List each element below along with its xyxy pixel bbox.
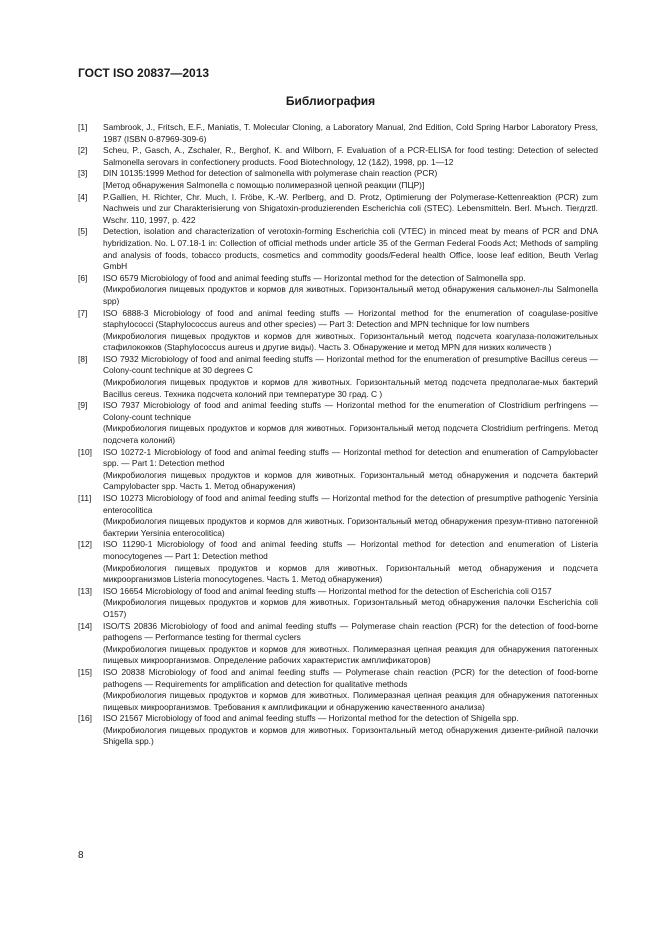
entry-number: [4] — [78, 191, 88, 202]
entry-line: DIN 10135:1999 Method for detection of salmonella with polymerase chain reaction (PCR) — [103, 168, 438, 179]
entry-line: ISO/TS 20836 Microbiology of food and animal feeding stuffs — Polymerase chain reaction (PCR) for the detection of food-borne pathogens — Performance testing for thermal cyclers — [103, 620, 598, 643]
entry-line: ISO 6579 Microbiology of food and animal feeding stuffs — Horizontal method for the detection of Salmonella spp. — [103, 272, 526, 283]
entry-line: Scheu, P., Gasch, A., Zschaler, R., Berghof, K. and Wilborn, F. Evaluation of a PCR-ELISA for food testing: Detection of selected Salmonella serovars in confectionery products. Food Biotechnology, 12 (1&2), 1998, pp. 1—12 — [103, 145, 598, 167]
entry-line: Sambrook, J., Fritsch, E.F., Maniatis, T. Molecular Cloning, a Laboratory Manual, 2nd Edition, Cold Spring Harbor Laboratory Press, 1987 (ISBN 0-87969-309-6) — [103, 122, 598, 144]
entry-line: (Микробиология пищевых продуктов и кормов для животных. Горизонтальный метод подсчета коагулаза-положительных стафилококков (Staphylococcus aureus и другие виды). Часть 3. Обнаружение и метод MPN для низких количеств ) — [103, 330, 598, 353]
entry-text — [103, 308, 598, 354]
entry-text — [103, 713, 598, 748]
entry-line: ISO 7937 Microbiology of food and animal feeding stuffs — Horizontal method for the enumeration of Clostridium perfringens — Colony-count technique — [103, 400, 598, 422]
entry-text — [103, 122, 598, 145]
bibliography-entry — [78, 168, 598, 191]
entry-number: [12] — [78, 539, 92, 550]
entry-number: [9] — [78, 400, 88, 411]
entry-line: P.Gallien, H. Richter, Chr. Much, I. Fröbe, K.-W. Perlberg, and D. Protz, Optimierung der Polymerase-Kettenreaktion (PCR) zum Nachweis und zur Charakterisierung von Shigatoxin-produzierenden Escherichia coli (STEC). Lebensmitteln. Berl. Mънch. Tierдrztl. Wschr. 110, 1997, p. 422 — [103, 191, 598, 225]
entry-line: Detection, isolation and characterization of verotoxin-forming Escherichia coli (VTEC) in minced meat by means of PCR and DNA hybridization. No. L 07.18-1 in: Collection of official methods under article 35 of the German Federal Foods Act; Methods of sampling and analysis of foods, tobacco products, cosmetics and commodity goods/Federal health Office, loose leaf edition, Beuth Verlag GmbH — [103, 226, 598, 272]
bibliography-entry — [78, 308, 598, 354]
entry-line: (Микробиология пищевых продуктов и кормов для животных. Полимеразная цепная реакция для обнаружения патогенных пищевых микроорганизмов. Определение рабочих характеристик амплификаторов) — [103, 643, 598, 666]
bibliography-entry — [78, 539, 598, 585]
bibliography-entry — [78, 122, 598, 145]
entry-number: [11] — [78, 493, 92, 503]
entry-line: [Метод обнаружения Salmonella с помощью полимеразной цепной реакции (ПЦР)] — [103, 179, 425, 190]
entry-text — [103, 354, 598, 400]
entry-text — [103, 667, 598, 713]
bibliography-entry — [78, 713, 598, 748]
entry-line: (Микробиология пищевых продуктов и кормов для животных. Горизонтальный метод обнаружения сальмонел-лы Salmonella spp) — [103, 284, 598, 306]
entry-number: [15] — [78, 666, 92, 677]
entry-line: ISO 21567 Microbiology of food and animal feeding stuffs — Horizontal method for the detection of Shigella spp. — [103, 713, 519, 724]
bibliography-entry — [78, 447, 598, 493]
entry-number: [6] — [78, 272, 88, 283]
entry-number: [14] — [78, 620, 92, 631]
bibliography-entry — [78, 400, 598, 446]
entry-line: ISO 10272-1 Microbiology of food and animal feeding stuffs — Horizontal method for detection and enumeration of Campylobacter spp. — Part 1: Detection method — [103, 446, 598, 469]
entry-text — [103, 539, 598, 585]
entry-line: ISO 10273 Microbiology of food and animal feeding stuffs — Horizontal method for the detection of presumptive pathogenic Yersinia enterocolitica — [103, 493, 598, 515]
bibliography-title: Библиография — [285, 94, 376, 108]
entry-line: (Микробиология пищевых продуктов и кормов для животных. Горизонтальный метод обнаружения презум-птивно патогенной бактерии Yersinia enterocolitica) — [103, 516, 598, 538]
entry-line: (Микробиология пищевых продуктов и кормов для животных. Горизонтальный метод обнаружения палочки Escherichia coli O157) — [103, 597, 598, 619]
entry-text — [103, 400, 598, 446]
bibliography-entry — [78, 226, 598, 272]
page-number: 8 — [78, 850, 84, 861]
entry-line: ISO 7932 Microbiology of food and animal feeding stuffs — Horizontal method for the enumeration of presumptive Bacillus cereus — Colony-count technique at 30 degrees C — [103, 353, 598, 376]
bibliography-entry — [78, 667, 598, 713]
entry-text — [103, 493, 598, 539]
entry-text — [103, 145, 598, 168]
bibliography-entry — [78, 354, 598, 400]
entry-number: [8] — [78, 353, 88, 364]
entry-line: ISO 16654 Microbiology of food and animal feeding stuffs — Horizontal method for the detection of Escherichia coli O157 — [103, 585, 552, 596]
entry-line: (Микробиология пищевых продуктов и кормов для животных. Горизонтальный метод обнаружения дизенте-рийной палочки Shigella spp.) — [103, 724, 598, 747]
entry-line: (Микробиология пищевых продуктов и кормов для животных. Горизонтальный метод подсчета предполагае-мых бактерий Bacillus cereus. Техника подсчета колоний при температуре 30 град. С ) — [103, 377, 598, 399]
entry-text — [103, 168, 598, 191]
entry-line: ISO 6888-3 Microbiology of food and animal feeding stuffs — Horizontal method for the enumeration of coagulase-positive staphylococci (Staphylococcus aureus and other species) — Part 3: Detection and MPN technique for low numbers — [103, 307, 598, 330]
entry-text — [103, 273, 598, 308]
entry-number: [10] — [78, 446, 92, 457]
document-header: ГОСТ ISO 20837—2013 — [78, 66, 210, 80]
entry-line: ISO 11290-1 Microbiology of food and animal feeding stuffs — Horizontal method for detection and enumeration of Listeria monocytogenes — Part 1: Detection method — [103, 539, 598, 561]
entry-text — [103, 226, 598, 272]
entry-number: [13] — [78, 585, 92, 596]
entry-number: [3] — [78, 168, 88, 179]
bibliography-list — [78, 122, 598, 748]
bibliography-entry — [78, 586, 598, 621]
entry-line: (Микробиология пищевых продуктов и кормов для животных. Полимеразная цепная реакция для обнаружения патогенных пищевых микроорганизмов. Требования к амплификации и обнаружению качественного анализа) — [103, 690, 598, 712]
entry-line: ISO 20838 Microbiology of food and animal feeding stuffs — Polymerase chain reaction (PCR) for the detection of food-borne pathogens — Requirements for amplification and detection for qualitative methods — [103, 666, 598, 689]
bibliography-entry — [78, 192, 598, 227]
entry-number: [7] — [78, 307, 88, 318]
entry-line: (Микробиология пищевых продуктов и кормов для животных. Горизонтальный метод обнаружения и подсчета микроорганизмов Listeria monocytogenes. Часть 1. Метод обнаружения) — [103, 562, 598, 585]
bibliography-entry — [78, 621, 598, 667]
bibliography-entry — [78, 145, 598, 168]
bibliography-entry — [78, 493, 598, 539]
entry-text — [103, 586, 598, 621]
bibliography-entry — [78, 273, 598, 308]
entry-number: [1] — [78, 122, 88, 132]
entry-text — [103, 192, 598, 227]
entry-text — [103, 447, 598, 493]
entry-line: (Микробиология пищевых продуктов и кормов для животных. Горизонтальный метод подсчета Clostridium perfringens. Метод подсчета колоний) — [103, 423, 598, 446]
entry-number: [5] — [78, 226, 88, 237]
entry-number: [2] — [78, 145, 88, 156]
entry-text — [103, 621, 598, 667]
entry-number: [16] — [78, 713, 92, 724]
entry-line: (Микробиология пищевых продуктов и кормов для животных. Горизонтальный метод обнаружения и подсчета бактерий Campylobacter spp. Часть 1. Метод обнаружения) — [103, 469, 598, 492]
